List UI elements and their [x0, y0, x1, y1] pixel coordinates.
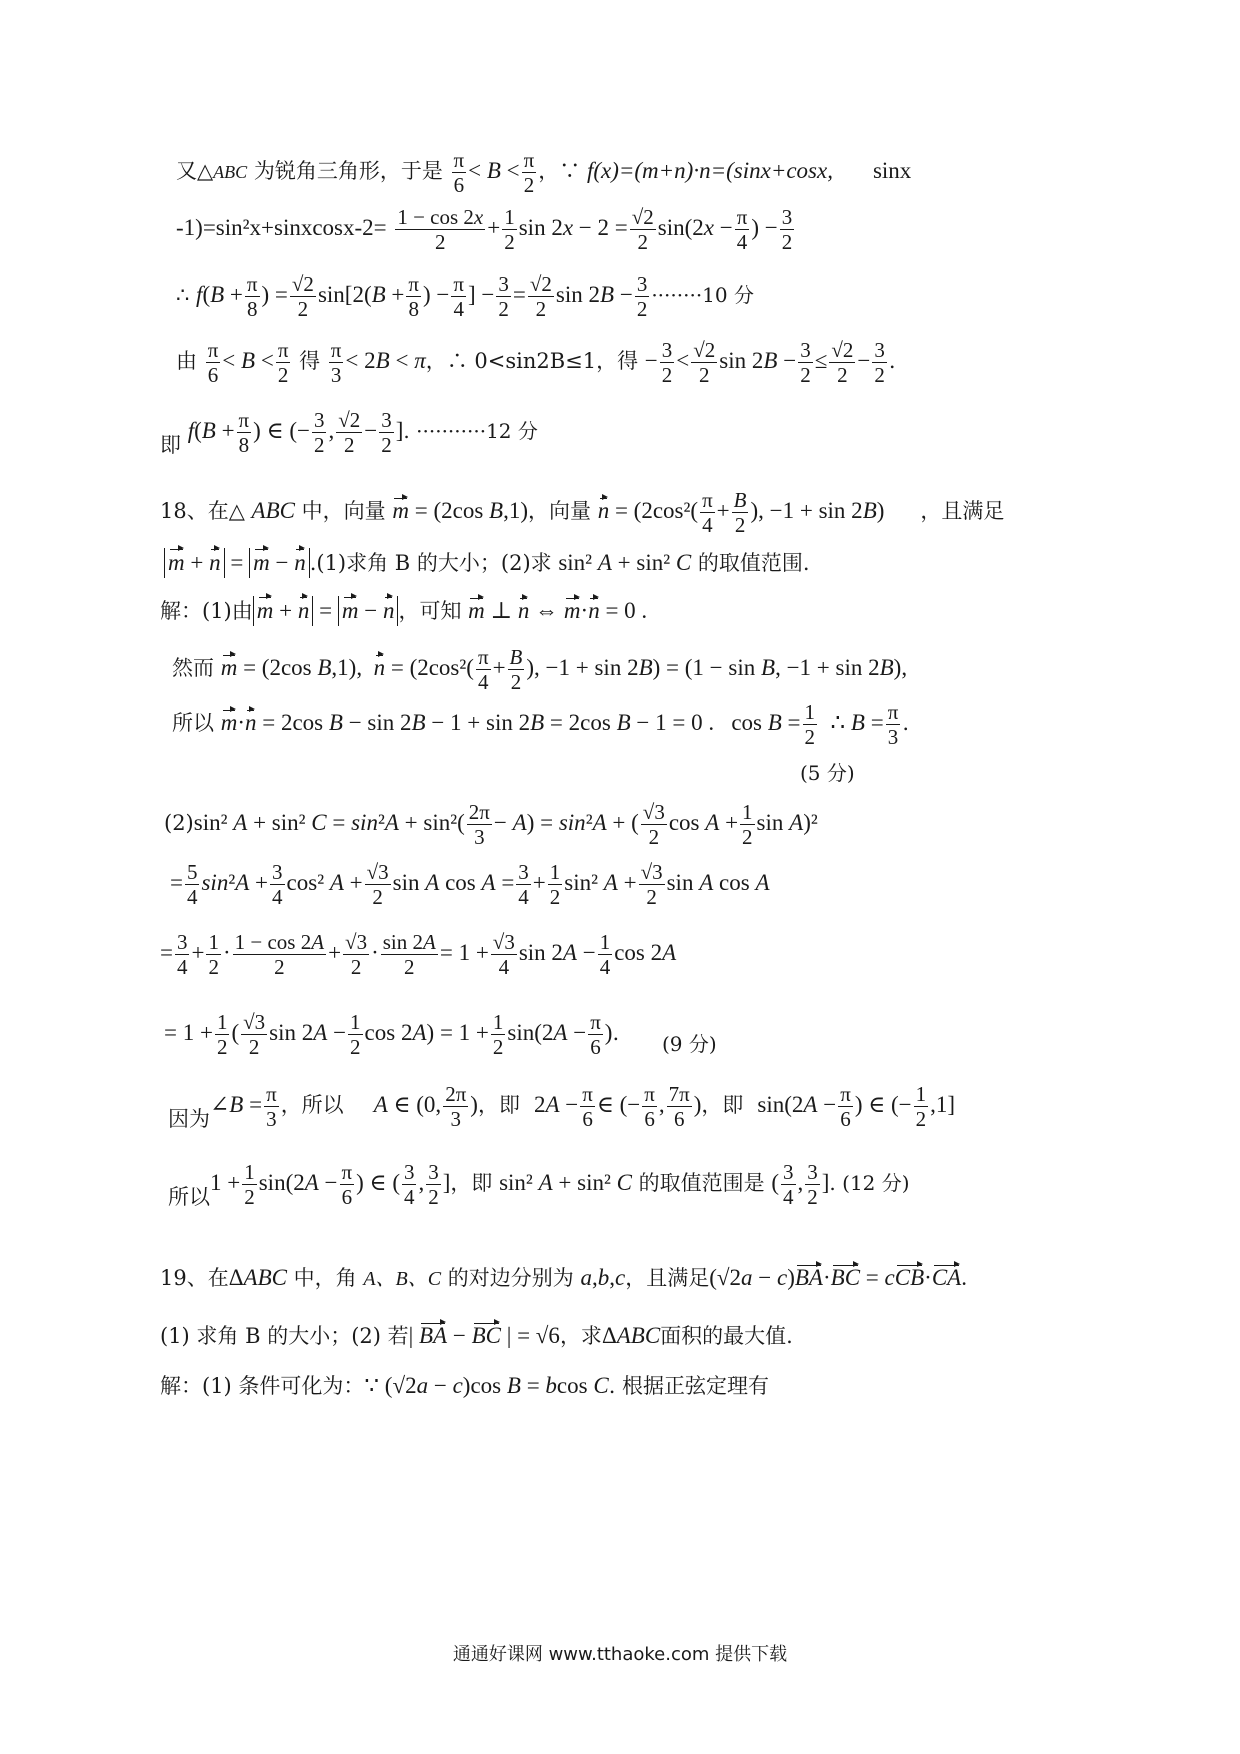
line-5: 即 f(B + $\frac{\pi}{8}$ ) ∈ (− $\frac{3}{2}$ , $\frac{√2}{2}$ − $\frac{3}{2}$ ]. ···········12 分: [160, 408, 538, 457]
text: 由: [176, 349, 204, 373]
score: (9 分): [662, 1032, 717, 1056]
formula: f(x)=(m+n)·n=(sinx+cosx,: [586, 158, 833, 183]
text: ，且满足: [920, 499, 1005, 523]
score: . (12 分): [829, 1171, 910, 1195]
text: ABC: [213, 162, 248, 182]
score: ········10 分: [651, 283, 754, 307]
footer: 通通好课网 www.tthaoke.com 提供下载: [452, 1644, 788, 1665]
q19-line-1: 19、在ΔABC 中，角 A、B、C 的对边分别为 a,b,c，且满足(√2a − c)BA·BC = cCB·CA.: [160, 1265, 967, 1290]
sol18-p2-line-6: 所以1 + $\frac{1}{2}$ sin(2A − $\frac{\pi}{6}$ ) ∈ ( $\frac{3}{4}$ , $\frac{3}{2}$ ]，即 sin² A + sin² C 的取值范围是 ( $\frac{3}{4}$ , $\frac{3}{2}$ ]. (12 分): [168, 1160, 910, 1209]
text: ，向量: [528, 499, 598, 523]
sol18-line-3: 所以 m·n = 2cos B − sin 2B − 1 + sin 2B = 2cos B − 1 = 0 . cos B = $\frac{1}{2}$ ∴ B = $\frac{\pi}{3}$ .: [172, 700, 910, 749]
text: ，∴ 0<sin2B≤1，得: [425, 349, 645, 373]
formula: $\frac{\pi}{6}$: [453, 148, 465, 197]
text: 然而: [172, 656, 221, 680]
score: (5 分): [800, 761, 855, 785]
text: 解：(1)由: [160, 599, 253, 623]
text: ，可知: [398, 599, 469, 623]
text: 的取值范围.: [691, 551, 810, 575]
text: 又△: [176, 159, 214, 183]
sol18-p2-line-2: = $\frac{5}{4}$ sin²A + $\frac{3}{4}$ cos² A + $\frac{√3}{2}$ sin A cos A = $\frac{3}{4}$ + $\frac{1}{2}$ sin² A + $\frac{√3}{2}$ sin A cos A: [170, 860, 770, 909]
text: ，求: [559, 1324, 602, 1348]
text: 中，向量: [295, 499, 393, 523]
text: ，且满足: [625, 1266, 710, 1290]
score: . ···········12 分: [403, 419, 538, 443]
text: ∵: [559, 159, 587, 183]
text: 18、在△: [160, 499, 252, 523]
formula: -1)=sin²x+sinxcosx-2=: [176, 215, 387, 240]
sol19-line-1: 解：(1) 条件可化为：∵ (√2a − c)cos B = bcos C. 根据正弦定理有: [160, 1373, 770, 1398]
text: (1) 求角 B 的大小；(2) 若: [160, 1324, 409, 1348]
sol18-p2-line-3: = $\frac{3}{4}$ + $\frac{1}{2}$ · $\frac{1 - \cos 2A}{2}$ + $\frac{√3}{2}$ · $\frac{\sin 2A}{2}$ = 1 + $\frac{√3}{4}$ sin 2A − $\frac{1}{4}$ cos 2A: [160, 930, 677, 979]
line-2: -1)=sin²x+sinxcosx-2= $\frac{1 - \cos 2x}{2}$ + $\frac{1}{2}$ sin 2x − 2 = $\frac{√2}{2}$ sin(2x − $\frac{\pi}{4}$ ) − $\frac{3}{2}$: [176, 205, 793, 254]
line-1: 又△ABC 为锐角三角形，于是 $\frac{\pi}{6}$ < B < $\frac{\pi}{2}$ ，∵ f(x)=(m+n)·n=(sinx+cosx, sinx: [176, 148, 912, 197]
text: ，所以: [280, 1093, 344, 1117]
text: ∴: [176, 283, 197, 307]
text: 所以: [172, 711, 221, 735]
text: 即: [160, 433, 181, 457]
text: 中，角: [286, 1266, 364, 1290]
text: 因为: [168, 1107, 210, 1131]
sol18-line-1: 解：(1)由 m + n = m − n ，可知 m ⊥ n ⇔ m·n = 0 .: [160, 596, 647, 626]
sol18-p2-line-1: (2)sin² A + sin² C = sin²A + sin²( $\frac{2\pi}{3}$ − A) = sin²A + ( $\frac{√3}{2}$ cos A + $\frac{1}{2}$ sin A)²: [164, 800, 818, 849]
formula: sinx: [872, 158, 912, 183]
line-4: 由 $\frac{\pi}{6}$ < B < $\frac{\pi}{2}$ 得 $\frac{\pi}{3}$ < 2B < π，∴ 0<sin2B≤1，得 − $\frac{3}{2}$ < $\frac{√2}{2}$ sin 2B − $\frac{3}{2}$ ≤ $\frac{√2}{2}$ − $\frac{3}{2}$ .: [176, 338, 896, 387]
text: A、B、C: [363, 1268, 442, 1290]
text: ，即: [477, 1093, 520, 1117]
q19-line-2: (1) 求角 B 的大小；(2) 若| BA − BC | = √6，求ΔABC面积的最大值.: [160, 1323, 793, 1348]
text: ABC: [251, 498, 295, 523]
text: 19、在: [160, 1266, 229, 1290]
q18-line-2: m + n = m − n .(1)求角 B 的大小；(2)求 sin² A + sin² C 的取值范围.: [164, 548, 810, 578]
text: 得: [292, 349, 327, 373]
sol18-p2-line-4: = 1 + $\frac{1}{2}$ ( $\frac{√3}{2}$ sin 2A − $\frac{1}{2}$ cos 2A) = 1 + $\frac{1}{2}$ sin(2A − $\frac{\pi}{6}$ ).: [164, 1010, 620, 1059]
text: . 根据正弦定理有: [608, 1374, 770, 1398]
text: ，即: [701, 1093, 744, 1117]
text: 所以: [168, 1185, 210, 1209]
text: 的取值范围是: [631, 1171, 772, 1195]
text: 的对边分别为: [441, 1266, 581, 1290]
text: (2): [164, 811, 194, 835]
text: 解：(1) 条件可化为：: [160, 1374, 365, 1398]
q18-line-1: 18、在△ ABC 中，向量 m = (2cos B,1)，向量 n = (2cos²( $\frac{\pi}{4}$ + $\frac{B}{2}$ ), −1 + sin 2B) ，且满足: [160, 488, 1005, 537]
sol18-line-2: 然而 m = (2cos B,1), n = (2cos²( $\frac{\pi}{4}$ + $\frac{B}{2}$ ), −1 + sin 2B) = (1 − sin B, −1 + sin 2B),: [172, 645, 908, 694]
sol18-p2-line-5: 因为∠B = $\frac{\pi}{3}$ ，所以 A ∈ (0, $\frac{2\pi}{3}$ )，即 2A − $\frac{\pi}{6}$ ∈ (− $\frac{\pi}{6}$ , $\frac{7\pi}{6}$ )，即 sin(2A − $\frac{\pi}{6}$ ) ∈ (− $\frac{1}{2}$ ,1]: [168, 1082, 956, 1131]
text: 为锐角三角形，于是: [247, 159, 450, 183]
text: ，即: [450, 1171, 500, 1195]
text: .(1)求角 B 的大小；(2)求: [309, 551, 559, 575]
line-3: ∴ f(B + $\frac{\pi}{8}$ ) = $\frac{√2}{2}$ sin[2(B + $\frac{\pi}{8}$ ) − $\frac{\pi}{4}$ ] − $\frac{3}{2}$ = $\frac{√2}{2}$ sin 2B − $\frac{3}{2}$ ········10 分: [176, 272, 754, 321]
text: 面积的最大值.: [660, 1324, 793, 1348]
